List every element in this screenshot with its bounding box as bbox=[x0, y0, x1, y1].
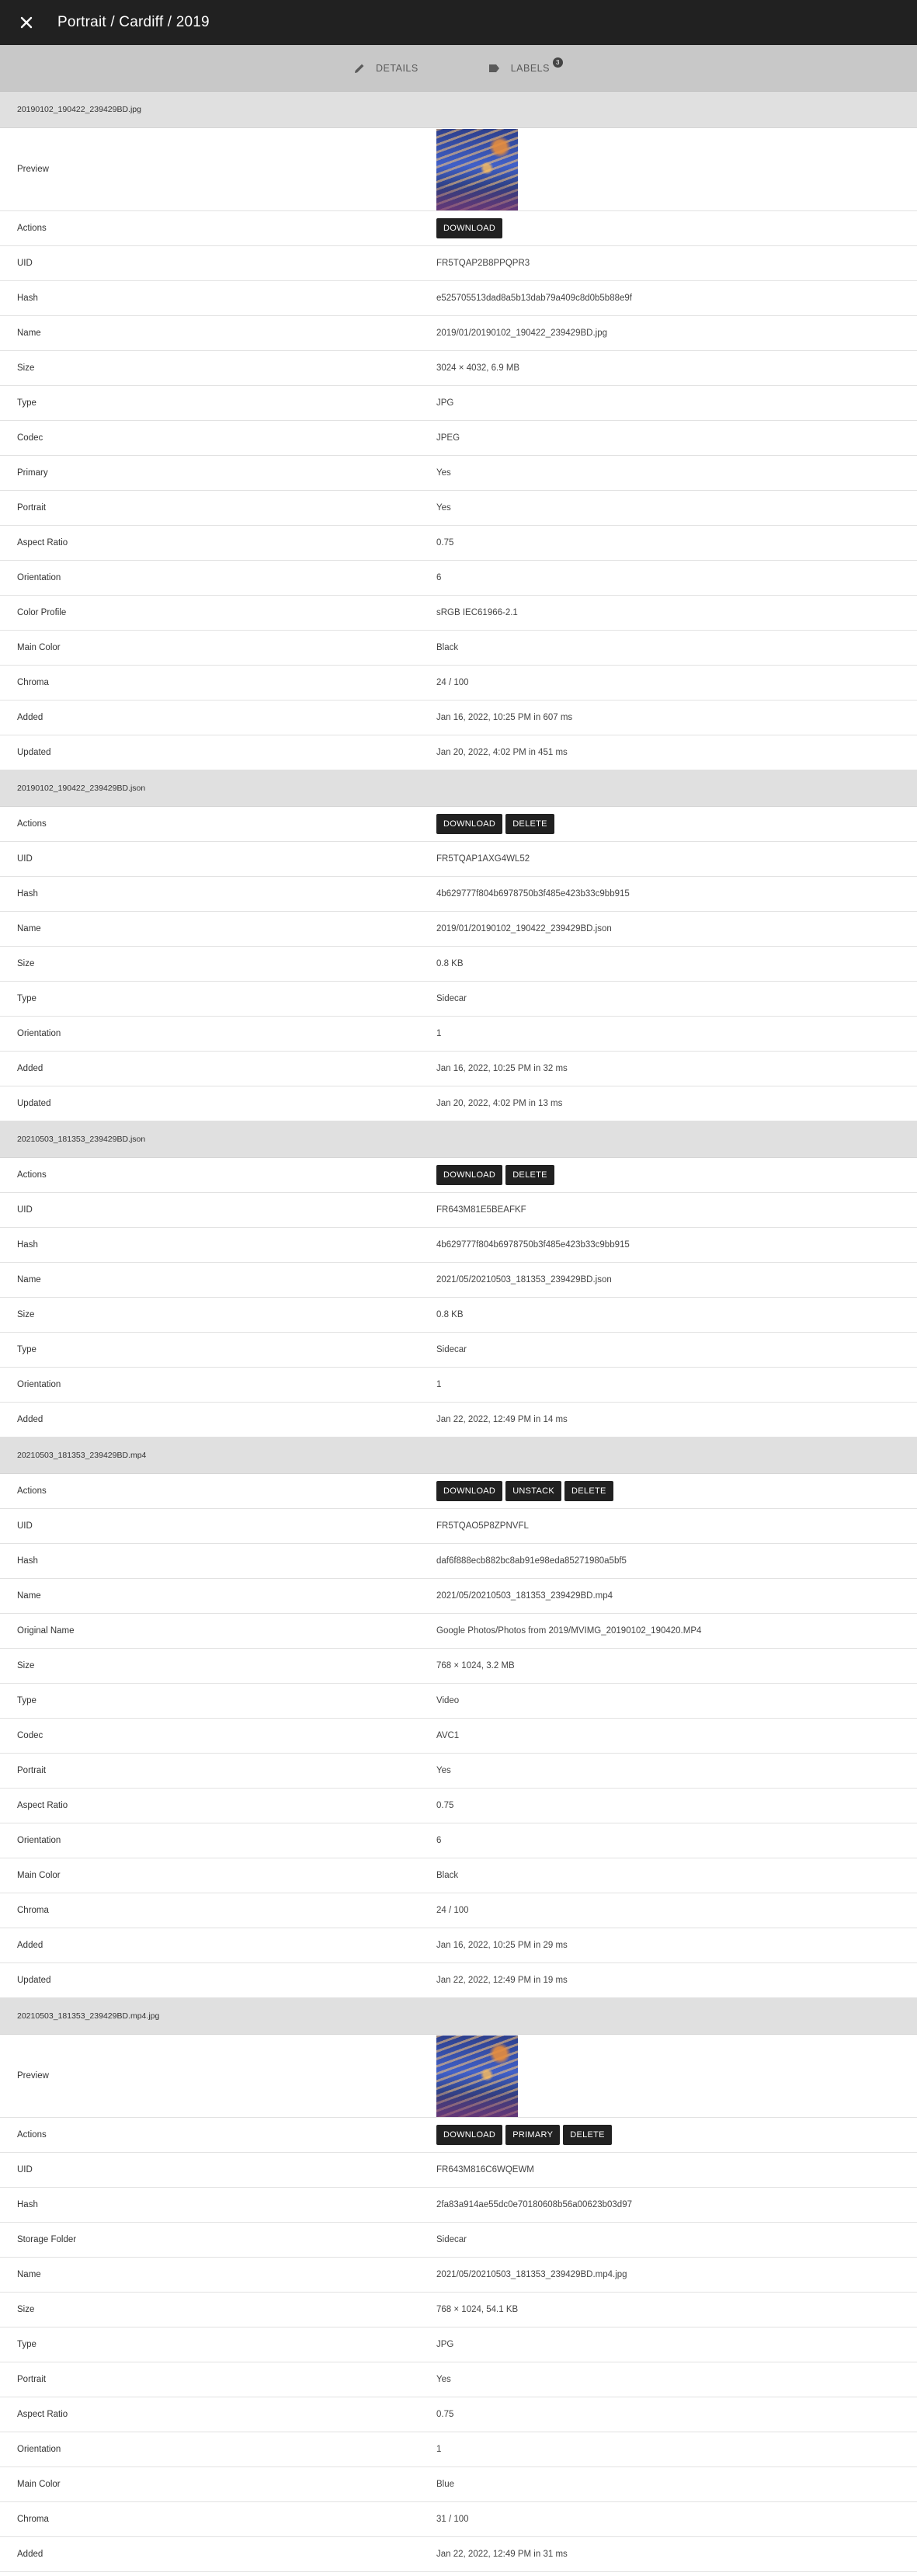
detail-row bbox=[0, 1928, 917, 1963]
detail-label: Portrait bbox=[17, 503, 47, 513]
detail-label: Main Color bbox=[17, 1871, 61, 1880]
detail-row bbox=[0, 1017, 917, 1052]
detail-row bbox=[0, 735, 917, 770]
delete-button[interactable]: DELETE bbox=[505, 814, 554, 834]
actions-row bbox=[0, 2118, 917, 2153]
detail-label: Type bbox=[17, 1345, 36, 1354]
detail-label: Orientation bbox=[17, 1380, 61, 1389]
detail-label: Added bbox=[17, 1064, 43, 1073]
detail-row bbox=[0, 2467, 917, 2502]
detail-row bbox=[0, 1193, 917, 1228]
detail-row bbox=[0, 1719, 917, 1754]
detail-value: Jan 22, 2022, 12:49 PM in 31 ms bbox=[436, 2550, 568, 2559]
detail-label: Hash bbox=[17, 294, 38, 303]
detail-value: 4b629777f804b6978750b3f485e423b33c9bb915 bbox=[436, 1240, 630, 1250]
detail-value: 0.75 bbox=[436, 2410, 454, 2419]
detail-value: 31 / 100 bbox=[436, 2515, 469, 2524]
actions-row bbox=[0, 807, 917, 842]
app-toolbar bbox=[0, 0, 917, 45]
detail-value: 24 / 100 bbox=[436, 678, 469, 687]
detail-label: UID bbox=[17, 1205, 33, 1215]
detail-label: Added bbox=[17, 713, 43, 722]
detail-value: Yes bbox=[436, 2375, 451, 2384]
detail-row bbox=[0, 351, 917, 386]
actions-label: Actions bbox=[17, 819, 47, 829]
detail-value: FR5TQAO5P8ZPNVFL bbox=[436, 1521, 529, 1531]
detail-row bbox=[0, 877, 917, 912]
detail-label: Updated bbox=[17, 748, 51, 757]
detail-row bbox=[0, 700, 917, 735]
detail-value: 1 bbox=[436, 2445, 442, 2454]
detail-label: UID bbox=[17, 259, 33, 268]
detail-value: Sidecar bbox=[436, 2235, 467, 2244]
detail-value: 2021/05/20210503_181353_239429BD.mp4.jpg bbox=[436, 2270, 627, 2279]
preview-label: Preview bbox=[17, 2071, 49, 2081]
actions-row bbox=[0, 1474, 917, 1509]
detail-row bbox=[0, 1544, 917, 1579]
detail-value: Jan 16, 2022, 10:25 PM in 607 ms bbox=[436, 713, 573, 722]
detail-label: UID bbox=[17, 2165, 33, 2174]
detail-value: 2021/05/20210503_181353_239429BD.json bbox=[436, 1275, 612, 1285]
detail-label: Orientation bbox=[17, 573, 61, 582]
detail-value: 0.8 KB bbox=[436, 959, 464, 968]
detail-value: 0.8 KB bbox=[436, 1310, 464, 1319]
detail-value: Sidecar bbox=[436, 1345, 467, 1354]
download-button[interactable]: DOWNLOAD bbox=[436, 218, 502, 238]
preview-thumbnail[interactable] bbox=[436, 2035, 518, 2117]
detail-label: Hash bbox=[17, 889, 38, 899]
detail-value: 4b629777f804b6978750b3f485e423b33c9bb915 bbox=[436, 889, 630, 899]
detail-row bbox=[0, 631, 917, 666]
actions-label: Actions bbox=[17, 1486, 47, 1496]
detail-value: AVC1 bbox=[436, 1731, 460, 1740]
unstack-button[interactable]: UNSTACK bbox=[505, 1481, 561, 1501]
detail-label: Size bbox=[17, 1661, 35, 1670]
detail-value: FR643M81E5BEAFKF bbox=[436, 1205, 526, 1215]
detail-row bbox=[0, 982, 917, 1017]
detail-row bbox=[0, 1789, 917, 1823]
actions-buttons bbox=[436, 2125, 612, 2145]
file-section bbox=[0, 770, 917, 1121]
detail-row bbox=[0, 281, 917, 316]
detail-label: Added bbox=[17, 1415, 43, 1424]
detail-row bbox=[0, 1614, 917, 1649]
detail-row bbox=[0, 2432, 917, 2467]
detail-label: Name bbox=[17, 2270, 41, 2279]
detail-row bbox=[0, 491, 917, 526]
actions-row bbox=[0, 211, 917, 246]
detail-label: Portrait bbox=[17, 2375, 47, 2384]
detail-value: Jan 20, 2022, 4:02 PM in 451 ms bbox=[436, 748, 568, 757]
detail-label: Name bbox=[17, 924, 41, 933]
detail-value: 2019/01/20190102_190422_239429BD.json bbox=[436, 924, 612, 933]
detail-value: 3024 × 4032, 6.9 MB bbox=[436, 363, 520, 373]
detail-value: Blue bbox=[436, 2480, 455, 2489]
detail-row bbox=[0, 1858, 917, 1893]
file-list bbox=[0, 92, 917, 2572]
detail-label: Chroma bbox=[17, 2515, 49, 2524]
detail-label: Codec bbox=[17, 433, 43, 443]
detail-value: daf6f888ecb882bc8ab91e98eda85271980a5bf5 bbox=[436, 1556, 627, 1566]
detail-row bbox=[0, 1263, 917, 1298]
detail-label: Type bbox=[17, 1696, 36, 1705]
detail-label: Color Profile bbox=[17, 608, 67, 617]
detail-value: 0.75 bbox=[436, 1801, 454, 1810]
tab-bar bbox=[0, 45, 917, 92]
detail-value: Black bbox=[436, 643, 459, 652]
delete-button[interactable]: DELETE bbox=[505, 1165, 554, 1185]
detail-value: JPG bbox=[436, 398, 454, 408]
detail-label: Hash bbox=[17, 2200, 38, 2209]
close-icon bbox=[19, 16, 33, 30]
detail-label: Orientation bbox=[17, 1029, 61, 1038]
detail-row bbox=[0, 842, 917, 877]
detail-value: 2019/01/20190102_190422_239429BD.jpg bbox=[436, 329, 607, 338]
detail-row bbox=[0, 912, 917, 947]
detail-label: Name bbox=[17, 1591, 41, 1601]
detail-value: 1 bbox=[436, 1380, 442, 1389]
detail-label: Storage Folder bbox=[17, 2235, 77, 2244]
detail-value: Jan 22, 2022, 12:49 PM in 19 ms bbox=[436, 1976, 568, 1985]
close-button[interactable] bbox=[17, 13, 36, 32]
detail-row bbox=[0, 1893, 917, 1928]
file-section bbox=[0, 1998, 917, 2572]
detail-row bbox=[0, 2362, 917, 2397]
detail-label: Codec bbox=[17, 1731, 43, 1740]
tab-details-label: DETAILS bbox=[376, 62, 419, 74]
detail-label: Orientation bbox=[17, 2445, 61, 2454]
detail-value: 2021/05/20210503_181353_239429BD.mp4 bbox=[436, 1591, 613, 1601]
detail-row bbox=[0, 1509, 917, 1544]
download-button[interactable]: DOWNLOAD bbox=[436, 1481, 502, 1501]
detail-row bbox=[0, 1368, 917, 1403]
tab-details[interactable] bbox=[354, 63, 419, 74]
download-button[interactable]: DOWNLOAD bbox=[436, 814, 502, 834]
tab-labels[interactable] bbox=[488, 59, 563, 74]
file-section bbox=[0, 92, 917, 770]
detail-row bbox=[0, 2188, 917, 2223]
detail-row bbox=[0, 1963, 917, 1998]
detail-row bbox=[0, 561, 917, 596]
detail-row bbox=[0, 1403, 917, 1437]
detail-label: Aspect Ratio bbox=[17, 1801, 68, 1810]
detail-label: Orientation bbox=[17, 1836, 61, 1845]
detail-value: 1 bbox=[436, 1029, 442, 1038]
detail-label: Aspect Ratio bbox=[17, 538, 68, 548]
detail-row bbox=[0, 2153, 917, 2188]
preview-thumbnail[interactable] bbox=[436, 129, 518, 210]
detail-value: sRGB IEC61966-2.1 bbox=[436, 608, 518, 617]
detail-value: Jan 22, 2022, 12:49 PM in 14 ms bbox=[436, 1415, 568, 1424]
detail-label: Original Name bbox=[17, 1626, 75, 1636]
detail-value: 0.75 bbox=[436, 538, 454, 548]
preview-value bbox=[436, 2035, 518, 2117]
detail-value: Yes bbox=[436, 503, 451, 513]
detail-row bbox=[0, 2293, 917, 2327]
detail-value: JPEG bbox=[436, 433, 460, 443]
detail-row bbox=[0, 2537, 917, 2572]
detail-row bbox=[0, 1298, 917, 1333]
file-section bbox=[0, 1121, 917, 1437]
detail-row bbox=[0, 666, 917, 700]
detail-row bbox=[0, 947, 917, 982]
primary-button[interactable]: PRIMARY bbox=[505, 2125, 560, 2145]
detail-label: Main Color bbox=[17, 643, 61, 652]
detail-row bbox=[0, 1086, 917, 1121]
detail-label: Name bbox=[17, 1275, 41, 1285]
detail-label: Type bbox=[17, 398, 36, 408]
file-header: 20210503_181353_239429BD.mp4 bbox=[0, 1437, 917, 1474]
detail-label: Size bbox=[17, 1310, 35, 1319]
file-header: 20210503_181353_239429BD.mp4.jpg bbox=[0, 1998, 917, 2035]
detail-value: FR5TQAP1AXG4WL52 bbox=[436, 854, 530, 864]
actions-buttons bbox=[436, 218, 502, 238]
detail-row bbox=[0, 2223, 917, 2258]
detail-value: Video bbox=[436, 1696, 460, 1705]
detail-value: 6 bbox=[436, 573, 442, 582]
actions-label: Actions bbox=[17, 2130, 47, 2140]
file-header: 20190102_190422_239429BD.jpg bbox=[0, 92, 917, 128]
actions-row bbox=[0, 1158, 917, 1193]
detail-row bbox=[0, 1579, 917, 1614]
detail-label: Updated bbox=[17, 1976, 51, 1985]
detail-row bbox=[0, 2327, 917, 2362]
detail-label: Hash bbox=[17, 1240, 38, 1250]
detail-row bbox=[0, 1823, 917, 1858]
file-section bbox=[0, 1437, 917, 1998]
detail-row bbox=[0, 1649, 917, 1684]
label-icon bbox=[488, 64, 500, 73]
detail-value: 768 × 1024, 3.2 MB bbox=[436, 1661, 515, 1670]
detail-value: Jan 20, 2022, 4:02 PM in 13 ms bbox=[436, 1099, 563, 1108]
detail-label: Primary bbox=[17, 468, 48, 478]
detail-row bbox=[0, 1333, 917, 1368]
delete-button[interactable]: DELETE bbox=[564, 1481, 613, 1501]
detail-label: Name bbox=[17, 329, 41, 338]
detail-value: JPG bbox=[436, 2340, 454, 2349]
detail-row bbox=[0, 2258, 917, 2293]
detail-label: Chroma bbox=[17, 678, 49, 687]
detail-label: Portrait bbox=[17, 1766, 47, 1775]
detail-value: Yes bbox=[436, 468, 451, 478]
detail-value: FR643M816C6WQEWM bbox=[436, 2165, 534, 2174]
detail-label: Updated bbox=[17, 1099, 51, 1108]
detail-value: 768 × 1024, 54.1 KB bbox=[436, 2305, 519, 2314]
detail-value: Sidecar bbox=[436, 994, 467, 1003]
actions-label: Actions bbox=[17, 1170, 47, 1180]
detail-label: Hash bbox=[17, 1556, 38, 1566]
detail-value: Jan 16, 2022, 10:25 PM in 32 ms bbox=[436, 1064, 568, 1073]
actions-label: Actions bbox=[17, 224, 47, 233]
preview-row bbox=[0, 128, 917, 211]
detail-label: Size bbox=[17, 959, 35, 968]
detail-value: 6 bbox=[436, 1836, 442, 1845]
detail-label: Main Color bbox=[17, 2480, 61, 2489]
detail-label: UID bbox=[17, 854, 33, 864]
detail-label: Type bbox=[17, 994, 36, 1003]
detail-row bbox=[0, 596, 917, 631]
page-title: Portrait / Cardiff / 2019 bbox=[57, 14, 210, 30]
detail-row bbox=[0, 1754, 917, 1789]
detail-row bbox=[0, 1052, 917, 1086]
detail-label: Chroma bbox=[17, 1906, 49, 1915]
detail-value: 24 / 100 bbox=[436, 1906, 469, 1915]
tab-labels-label: LABELS bbox=[510, 62, 550, 74]
detail-label: Aspect Ratio bbox=[17, 2410, 68, 2419]
detail-value: Jan 16, 2022, 10:25 PM in 29 ms bbox=[436, 1941, 568, 1950]
pencil-icon bbox=[354, 63, 365, 74]
detail-value: e525705513dad8a5b13dab79a409c8d0b5b88e9f bbox=[436, 294, 632, 303]
labels-count-badge: 3 bbox=[553, 57, 563, 68]
detail-label: Added bbox=[17, 2550, 43, 2559]
detail-label: Size bbox=[17, 2305, 35, 2314]
detail-row bbox=[0, 386, 917, 421]
preview-label: Preview bbox=[17, 165, 49, 174]
detail-row bbox=[0, 421, 917, 456]
file-header: 20190102_190422_239429BD.json bbox=[0, 770, 917, 807]
detail-row bbox=[0, 2397, 917, 2432]
detail-value: Yes bbox=[436, 1766, 451, 1775]
detail-label: Type bbox=[17, 2340, 36, 2349]
detail-value: FR5TQAP2B8PPQPR3 bbox=[436, 259, 530, 268]
detail-label: UID bbox=[17, 1521, 33, 1531]
detail-value: Google Photos/Photos from 2019/MVIMG_20190102_190420.MP4 bbox=[436, 1626, 702, 1636]
detail-label: Size bbox=[17, 363, 35, 373]
detail-value: Black bbox=[436, 1871, 459, 1880]
actions-buttons bbox=[436, 1481, 613, 1501]
detail-row bbox=[0, 316, 917, 351]
preview-row bbox=[0, 2035, 917, 2118]
detail-row bbox=[0, 456, 917, 491]
detail-row bbox=[0, 1228, 917, 1263]
detail-row bbox=[0, 526, 917, 561]
actions-buttons bbox=[436, 1165, 554, 1185]
actions-buttons bbox=[436, 814, 554, 834]
delete-button[interactable]: DELETE bbox=[563, 2125, 612, 2145]
detail-value: 2fa83a914ae55dc0e70180608b56a00623b03d97 bbox=[436, 2200, 632, 2209]
preview-value bbox=[436, 129, 518, 210]
detail-row bbox=[0, 246, 917, 281]
download-button[interactable]: DOWNLOAD bbox=[436, 1165, 502, 1185]
detail-row bbox=[0, 1684, 917, 1719]
download-button[interactable]: DOWNLOAD bbox=[436, 2125, 502, 2145]
detail-label: Added bbox=[17, 1941, 43, 1950]
detail-row bbox=[0, 2502, 917, 2537]
file-header: 20210503_181353_239429BD.json bbox=[0, 1121, 917, 1158]
